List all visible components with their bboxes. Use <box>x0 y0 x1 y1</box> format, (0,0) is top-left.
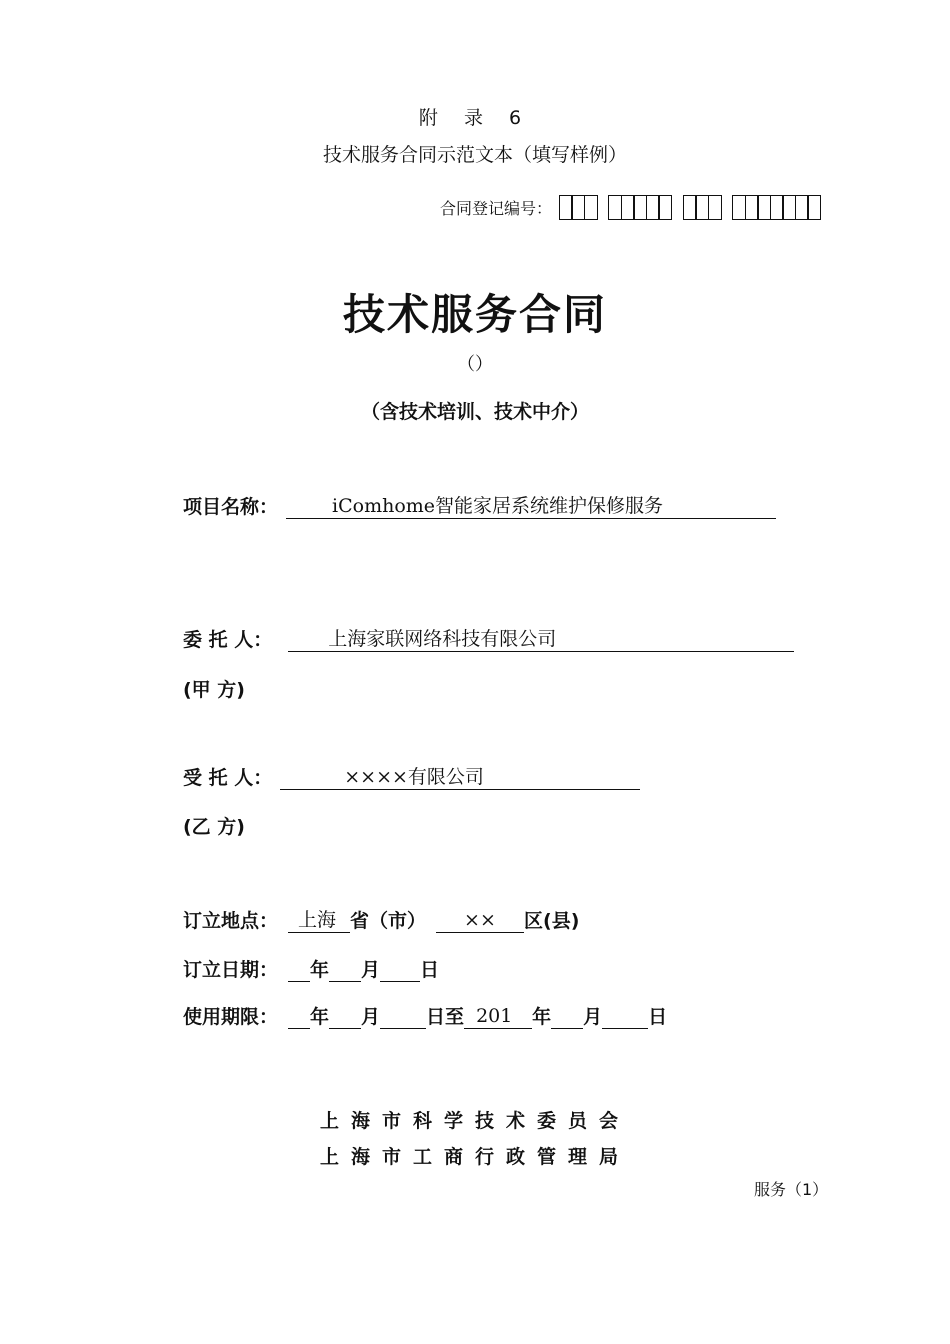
term-end-month-field[interactable] <box>551 1004 583 1029</box>
project-name-field[interactable]: iComhome智能家居系统维护保修服务 <box>286 494 776 519</box>
trustee-row <box>183 763 640 790</box>
term-start-month-field[interactable] <box>329 1004 361 1029</box>
place-province-suffix: 省（市） <box>350 910 427 932</box>
month-label: 月 <box>361 959 381 981</box>
month-label: 月 <box>583 1006 603 1028</box>
sign-year-field[interactable] <box>288 957 310 982</box>
contract-title-parens: （） <box>457 354 493 375</box>
place-district-suffix: 区(县) <box>524 910 580 932</box>
issuer-industry-commerce-bureau: 上海市工商行政管理局 <box>319 1146 630 1168</box>
term-label: 使用期限： <box>183 1006 279 1028</box>
year-label: 年 <box>310 959 330 981</box>
client-label: 委 托 人： <box>183 629 273 651</box>
registration-boxes[interactable] <box>560 195 821 220</box>
reg-box-group-1[interactable] <box>560 195 598 220</box>
registration-number <box>440 195 821 220</box>
sign-date-row <box>183 955 439 982</box>
month-label: 月 <box>361 1006 381 1028</box>
place-district-field[interactable]: ×× <box>436 908 524 933</box>
year-label: 年 <box>310 1006 330 1028</box>
project-row <box>183 492 776 519</box>
reg-box-group-3[interactable] <box>684 195 722 220</box>
sign-date-label: 订立日期： <box>183 959 279 981</box>
reg-box-group-4[interactable] <box>734 195 822 220</box>
reg-cell[interactable] <box>584 195 598 220</box>
contract-scope-note: （含技术培训、技术中介） <box>360 401 589 423</box>
reg-cell[interactable] <box>807 195 821 220</box>
template-subtitle: 技术服务合同示范文本（填写样例） <box>322 144 627 166</box>
term-start-day-field[interactable] <box>380 1004 426 1029</box>
term-row <box>183 1002 667 1029</box>
issuer-science-commission: 上海市科学技术委员会 <box>319 1110 630 1132</box>
place-row <box>183 906 579 933</box>
place-label: 订立地点： <box>183 910 279 932</box>
registration-label: 合同登记编号： <box>440 199 553 218</box>
appendix-label: 附 录 6 <box>418 107 532 129</box>
sign-day-field[interactable] <box>380 957 420 982</box>
reg-cell[interactable] <box>708 195 722 220</box>
day-label: 日 <box>648 1006 668 1028</box>
trustee-name-field[interactable]: ××××有限公司 <box>280 765 640 790</box>
contract-title: 技术服务合同 <box>342 290 607 339</box>
client-row <box>183 625 794 652</box>
year-label: 年 <box>532 1006 552 1028</box>
reg-cell[interactable] <box>658 195 672 220</box>
trustee-label: 受 托 人： <box>183 767 273 789</box>
reg-box-group-2[interactable] <box>610 195 673 220</box>
day-label: 日 <box>420 959 440 981</box>
party-b-label: (乙 方) <box>183 816 245 838</box>
sign-month-field[interactable] <box>329 957 361 982</box>
client-name-field[interactable]: 上海家联网络科技有限公司 <box>288 627 794 652</box>
form-code: 服务（1） <box>754 1180 829 1199</box>
term-end-day-field[interactable] <box>602 1004 648 1029</box>
party-a-label: (甲 方) <box>183 679 245 701</box>
project-label: 项目名称： <box>183 496 279 518</box>
term-to-label: 日至 <box>426 1006 465 1028</box>
term-start-year-field[interactable] <box>288 1004 310 1029</box>
place-province-field[interactable]: 上海 <box>288 908 350 933</box>
term-end-year-field[interactable]: 201 <box>464 1004 532 1029</box>
